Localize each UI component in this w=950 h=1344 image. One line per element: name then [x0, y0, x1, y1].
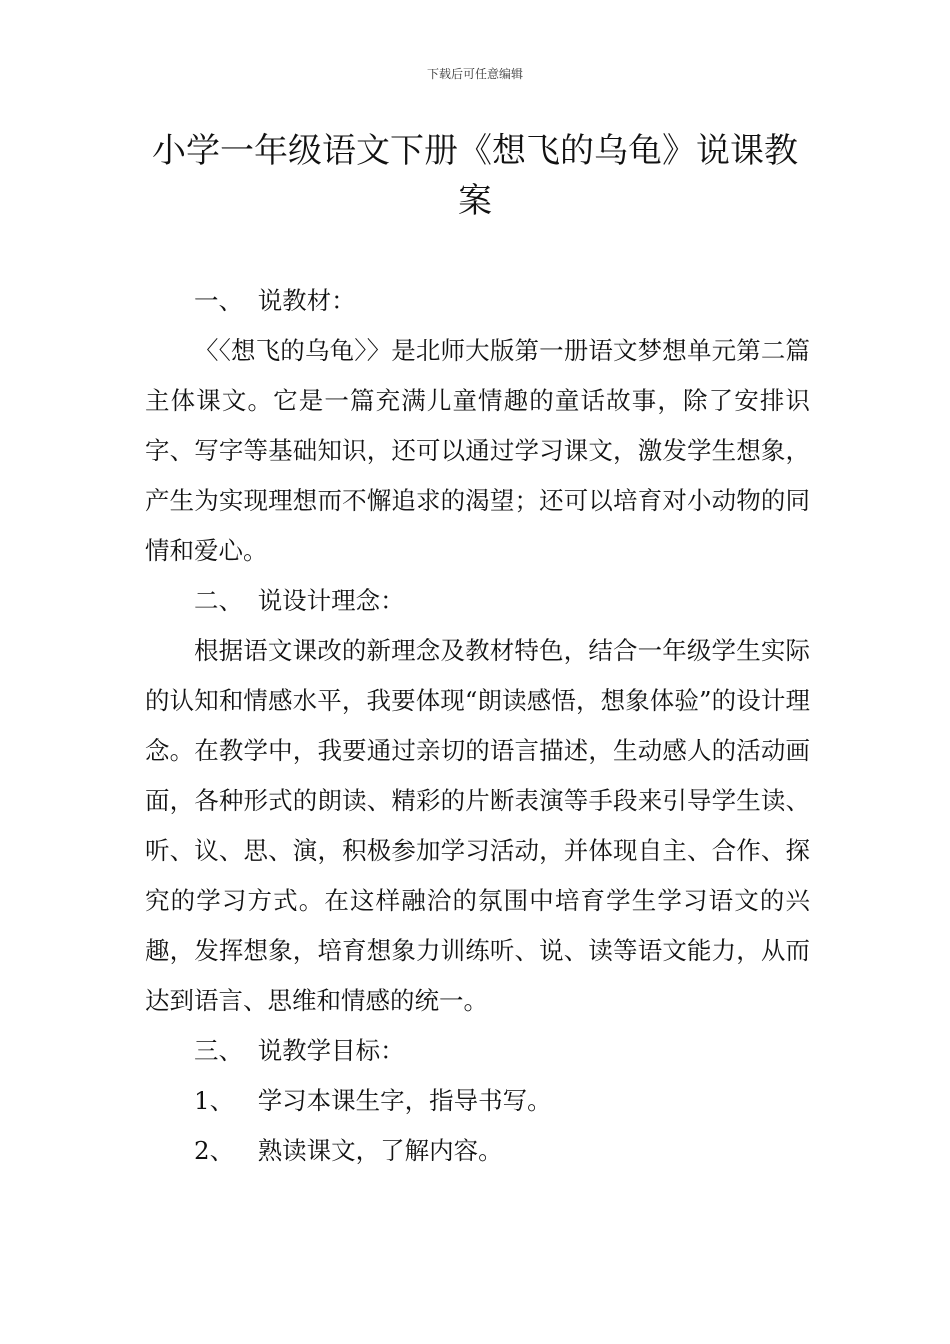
section-heading-1: [145, 276, 810, 326]
paragraph: 〈〈想飞的乌龟〉〉是北师大版第一册语文梦想单元第二篇主体课文。它是一篇充满儿童情趣的童话故事，除了安排识字、写字等基础知识，还可以通过学习课文，激发学生想象，产生为实现理想而不懈追求的渴望；还可以培育对小动物的同情和爱心。: [145, 336, 810, 565]
objective-text: 熟读课文，了解内容。: [257, 1136, 503, 1165]
section-number: 三、: [194, 1036, 243, 1065]
objective-number: 2、: [194, 1136, 235, 1165]
section-number: 二、: [194, 586, 243, 615]
document-title: 小学一年级语文下册《想飞的乌龟》说课教案: [152, 131, 798, 221]
section-heading-text: 说教学目标：: [257, 1036, 405, 1065]
objective-item: [145, 1126, 810, 1176]
section-heading-2: [145, 576, 810, 626]
objective-text: 学习本课生字，指导书写。: [257, 1086, 552, 1115]
objective-item: [145, 1076, 810, 1126]
objective-number: 1、: [194, 1086, 235, 1115]
section-heading-text: 说教材：: [257, 286, 356, 315]
section-number: 一、: [194, 286, 243, 315]
section-heading-3: [145, 1026, 810, 1076]
section-heading-text: 说设计理念：: [257, 586, 405, 615]
paragraph: 根据语文课改的新理念及教材特色，结合一年级学生实际的认知和情感水平，我要体现“朗读感悟，想象体验”的设计理念。在教学中，我要通过亲切的语言描述，生动感人的活动画面，各种形式的朗读、精彩的片断表演等手段来引导学生读、听、议、思、演，积极参加学习活动，并体现自主、合作、探究的学习方式。在这样融洽的氛围中培育学生学习语文的兴趣，发挥想象，培育想象力训练听、说、读等语文能力，从而达到语言、思维和情感的统一。: [145, 636, 810, 1015]
header-note: 下载后可任意编辑: [426, 67, 523, 81]
document-body: [145, 276, 810, 1176]
